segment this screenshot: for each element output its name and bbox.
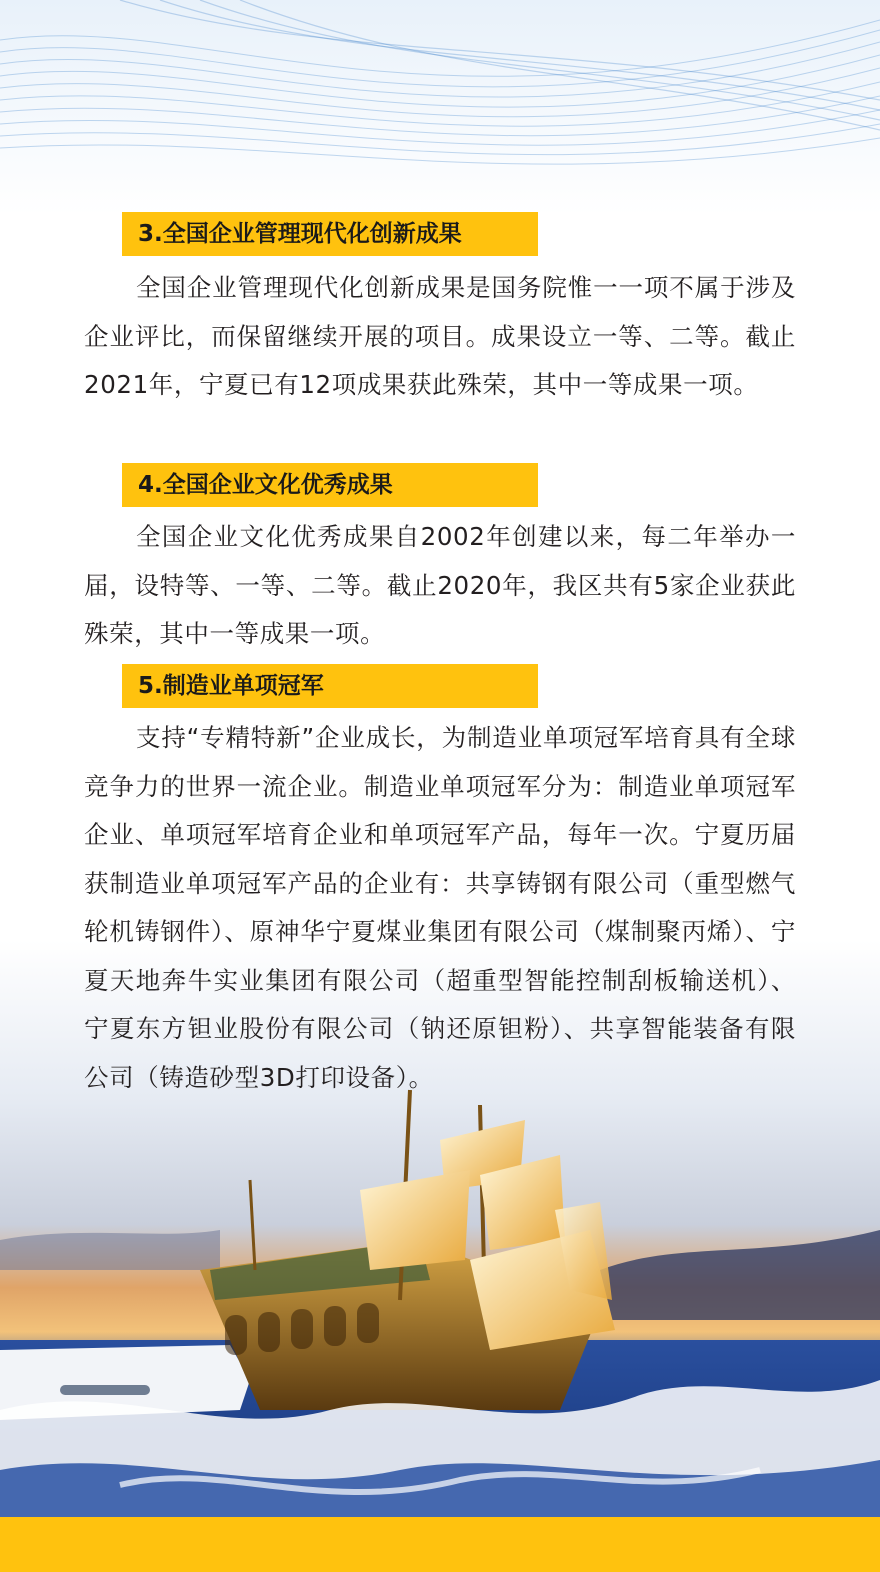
section-body-3: 全国企业管理现代化创新成果是国务院惟一一项不属于涉及企业评比，而保留继续开展的项目。成果设立一等、二等。截止2021年，宁夏已有12项成果获此殊荣，其中一等成果一项。 xyxy=(84,273,796,399)
section-heading-5: 5.制造业单项冠军 xyxy=(122,664,538,708)
section-heading-3: 3.全国企业管理现代化创新成果 xyxy=(122,212,538,256)
top-wave-decoration xyxy=(0,0,880,215)
section-heading-4: 4.全国企业文化优秀成果 xyxy=(122,463,538,507)
section-body-5: 支持“专精特新”企业成长，为制造业单项冠军培育具有全球竞争力的世界一流企业。制造业单项冠军分为：制造业单项冠军企业、单项冠军培育企业和单项冠军产品，每年一次。宁夏历届获制造业单项冠军产品的企业有：共享铸钢有限公司（重型燃气轮机铸钢件）、原神华宁夏煤业集团有限公司（煤制聚丙烯）、宁夏天地奔牛实业集团有限公司（超重型智能控制刮板输送机）、宁夏东方钽业股份有限公司（钠还原钽粉）、共享智能装备有限公司（铸造砂型3D打印设备）。 xyxy=(84,723,796,1092)
section-body-4: 全国企业文化优秀成果自2002年创建以来，每二年举办一届，设特等、一等、二等。截止2020年，我区共有5家企业获此殊荣，其中一等成果一项。 xyxy=(84,522,796,648)
bottom-yellow-bar xyxy=(0,1517,880,1572)
